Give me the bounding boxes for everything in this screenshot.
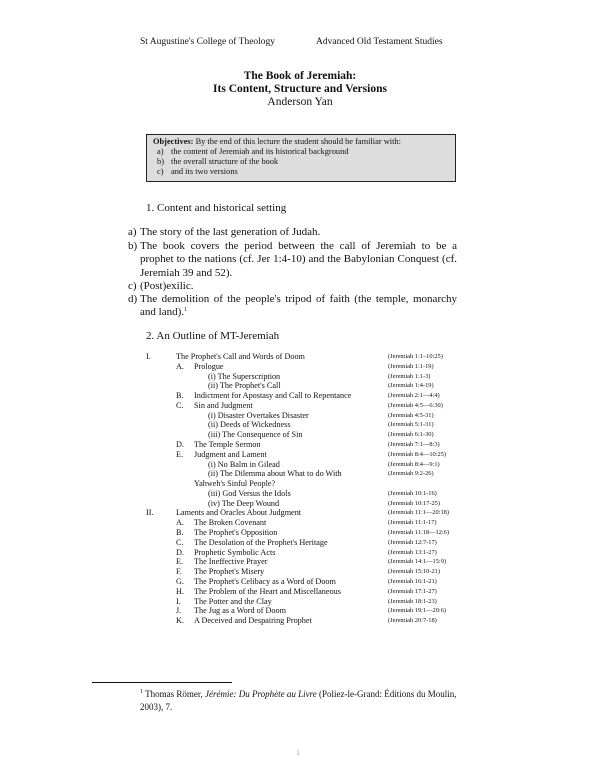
section-2-heading: 2. An Outline of MT-Jeremiah bbox=[146, 330, 280, 342]
outline-reference: (Jeremiah 4:5-31) bbox=[388, 411, 434, 419]
outline-number: B. bbox=[176, 391, 184, 401]
footnote-separator bbox=[92, 682, 232, 683]
outline-number: E. bbox=[176, 557, 184, 567]
outline-reference: (Jeremiah 14:1—15:9) bbox=[388, 558, 447, 566]
outline-reference: (Jeremiah 18:1-23) bbox=[388, 597, 437, 605]
outline-reference: (Jeremiah 8:4—10:25) bbox=[388, 450, 447, 458]
outline-entry: The Problem of the Heart and Miscellaneous bbox=[194, 586, 341, 596]
outline-reference: (Jeremiah 10:1-16) bbox=[388, 489, 437, 497]
outline-reference: (Jeremiah 13:1-27) bbox=[388, 548, 437, 556]
outline-entry: The Potter and the Clay bbox=[194, 596, 272, 606]
outline-entry: The Prophet's Call and Words of Doom bbox=[176, 352, 305, 361]
footnote-mark[interactable]: 1 bbox=[183, 307, 187, 314]
author: Anderson Yan bbox=[267, 96, 333, 108]
outline-number: D. bbox=[176, 440, 184, 450]
outline-reference: (Jeremiah 1:1-19) bbox=[388, 362, 434, 370]
outline-entry: The Jug as a Word of Doom bbox=[194, 606, 286, 616]
outline-entry: Judgment and Lament bbox=[194, 449, 267, 459]
outline-number: H. bbox=[176, 586, 184, 596]
list-item: b) The book covers the period between the call of Jeremiah to be a prophet to the nations (cf. Jer 1:4-10) and the Babylonian Conquest (cf. Jeremiah 39 and 52). bbox=[128, 240, 457, 279]
running-header-right: Advanced Old Testament Studies bbox=[316, 37, 443, 47]
outline-entry: (iii) The Consequence of Sin bbox=[208, 430, 303, 440]
outline-entry: The Broken Covenant bbox=[194, 518, 267, 528]
outline-entry: The Desolation of the Prophet's Heritage bbox=[194, 537, 328, 547]
objectives-label: Objectives: bbox=[153, 137, 194, 146]
outline-number: J. bbox=[176, 606, 182, 616]
outline-entry: Sin and Judgment bbox=[194, 400, 253, 410]
outline-entry: (ii) The Dilemma about What to do With bbox=[208, 469, 342, 479]
outline-entry: (i) Disaster Overtakes Disaster bbox=[208, 410, 309, 420]
outline-entry: Prophetic Symbolic Acts bbox=[194, 547, 276, 557]
outline-number: B. bbox=[176, 528, 184, 538]
outline-entry: (i) No Balm in Gilead bbox=[208, 459, 280, 469]
outline-reference: (Jeremiah 4:5—6:30) bbox=[388, 401, 443, 409]
outline-reference: (Jeremiah 9:2-26) bbox=[388, 470, 434, 478]
outline-entry: The Prophet's Celibacy as a Word of Doom bbox=[194, 576, 336, 586]
objective-item: a) the content of Jeremiah and its historical background bbox=[157, 147, 349, 156]
objectives-box bbox=[146, 134, 456, 182]
outline-reference: (Jeremiah 5:1-31) bbox=[388, 421, 434, 429]
outline-entry: (ii) Deeds of Wickedness bbox=[208, 420, 291, 430]
outline-reference: (Jeremiah 2:1—4:4) bbox=[388, 392, 440, 400]
outline-entry: Yahweh's Sinful People? bbox=[194, 479, 276, 489]
outline-reference: (Jeremiah 16:1-21) bbox=[388, 577, 437, 585]
outline-reference: (Jeremiah 20:7-18) bbox=[388, 617, 437, 625]
outline-reference: (Jeremiah 19:1—20:6) bbox=[388, 607, 447, 615]
outline-number: A. bbox=[176, 518, 184, 528]
title-line-1: The Book of Jeremiah: bbox=[243, 70, 357, 82]
outline-reference: (Jeremiah 7:1—8:3) bbox=[388, 441, 440, 449]
outline-number: E. bbox=[176, 449, 184, 459]
outline-number: C. bbox=[176, 400, 184, 410]
section-1-heading: 1. Content and historical setting bbox=[146, 202, 287, 214]
outline-number: II. bbox=[146, 508, 154, 518]
list-item: c) (Post)exilic. bbox=[128, 280, 194, 292]
outline-number: F. bbox=[176, 567, 182, 577]
objective-item: c) and its two versions bbox=[157, 167, 238, 176]
outline-reference: (Jeremiah 10:17-25) bbox=[388, 499, 440, 507]
outline-entry: Prologue bbox=[194, 361, 224, 371]
outline-reference: (Jeremiah 8:4—9:1) bbox=[388, 460, 440, 468]
outline-entry: (ii) The Prophet's Call bbox=[208, 381, 281, 391]
outline-number: G. bbox=[176, 576, 184, 586]
outline-reference: (Jeremiah 11:1—20:18) bbox=[388, 509, 449, 517]
outline-entry: (iii) God Versus the Idols bbox=[208, 488, 291, 498]
objective-item: b) the overall structure of the book bbox=[157, 157, 279, 166]
outline-number: K. bbox=[176, 616, 184, 626]
outline-entry: (iv) The Deep Wound bbox=[208, 498, 280, 508]
outline-reference: (Jeremiah 1:1–10:25) bbox=[388, 353, 443, 360]
objectives-intro: Objectives: By the end of this lecture the student should be familiar with: bbox=[153, 137, 401, 146]
list-item: d) The demolition of the people's tripod of faith (the temple, monarchy and land).$^1$ bbox=[128, 293, 457, 319]
outline-number: I. bbox=[146, 352, 151, 361]
running-header-left: St Augustine's College of Theology bbox=[140, 37, 276, 47]
outline-number: A. bbox=[176, 361, 184, 371]
outline-entry: The Ineffective Prayer bbox=[194, 557, 268, 567]
page-number: 1 bbox=[296, 748, 300, 757]
title-line-2: Its Content, Structure and Versions bbox=[213, 83, 387, 95]
outline-number: D. bbox=[176, 547, 184, 557]
outline-number: I. bbox=[176, 596, 181, 606]
outline-entry: The Prophet's Opposition bbox=[194, 528, 278, 538]
outline-number: C. bbox=[176, 537, 184, 547]
outline-entry: The Prophet's Misery bbox=[194, 567, 265, 577]
outline-reference: (Jeremiah 1:4-19) bbox=[388, 382, 434, 390]
outline-entry: Laments and Oracles About Judgment bbox=[176, 508, 302, 518]
outline-reference: (Jeremiah 15:10-21) bbox=[388, 568, 440, 576]
outline-entry: (i) The Superscription bbox=[208, 371, 281, 381]
outline-reference: (Jeremiah 12:7-17) bbox=[388, 538, 437, 546]
outline-reference: (Jeremiah 11:1-17) bbox=[388, 519, 437, 527]
outline-reference: (Jeremiah 1:1-3) bbox=[388, 372, 431, 380]
footnote: $^1$ Thomas Römer, Jérémie: Du Prophète au Livre (Poliez-le-Grand: Éditions du Moulin, 2003), 7. bbox=[140, 689, 457, 712]
outline-entry: Indictment for Apostasy and Call to Repentance bbox=[194, 391, 352, 401]
list-item: a) The story of the last generation of Judah. bbox=[128, 226, 321, 238]
outline-reference: (Jeremiah 11:18—12:6) bbox=[388, 529, 449, 537]
outline-reference: (Jeremiah 17:1-27) bbox=[388, 587, 437, 595]
outline-entry: The Temple Sermon bbox=[194, 440, 261, 450]
outline-reference: (Jeremiah 6:1-30) bbox=[388, 431, 434, 439]
outline-entry: A Deceived and Despairing Prophet bbox=[194, 616, 312, 626]
